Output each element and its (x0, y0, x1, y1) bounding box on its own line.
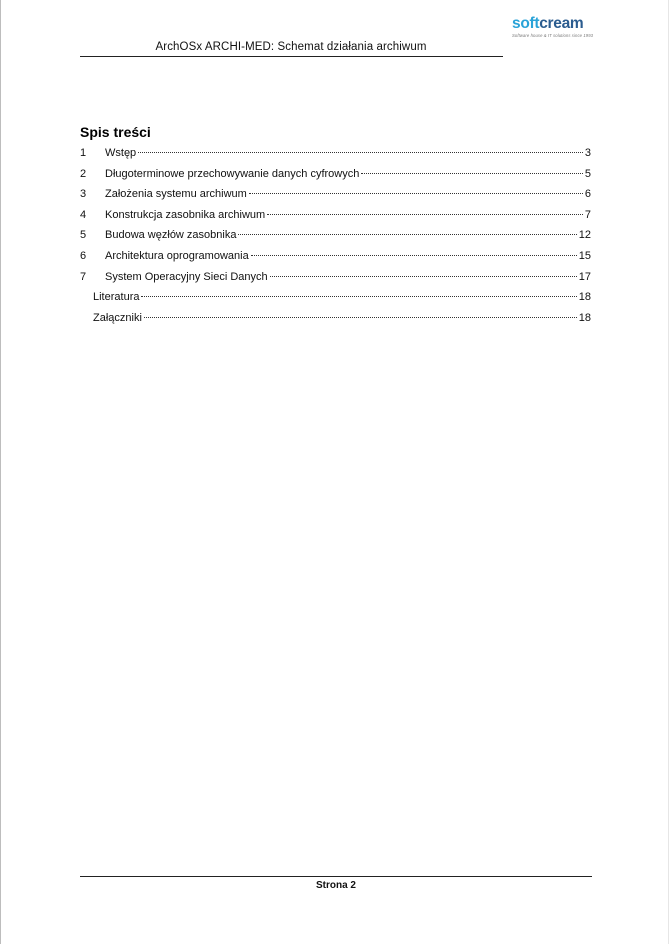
logo-wordmark (512, 16, 592, 32)
toc-entry-page[interactable]: 12 (578, 229, 591, 242)
toc-entry-zalaczniki[interactable] (80, 311, 591, 332)
header-title: ArchOSx ARCHI-MED: Schemat działania archiwum (155, 41, 427, 53)
toc-dot-leader (361, 173, 583, 174)
toc-entry-2[interactable] (80, 167, 591, 188)
toc-entry-page[interactable]: 3 (584, 147, 591, 159)
page-edge-left (0, 0, 1, 944)
toc-entry-label[interactable]: System Operacyjny Sieci Danych (105, 270, 268, 283)
header-rule (80, 56, 503, 57)
toc-entry-label[interactable]: Wstęp (105, 147, 137, 159)
toc-entry-number: 2 (80, 167, 87, 180)
toc-entry-label[interactable]: Założenia systemu archiwum (105, 188, 247, 201)
toc-dot-leader (138, 152, 583, 153)
toc-heading: Spis treści (80, 124, 151, 140)
toc-entry-4[interactable] (80, 208, 591, 229)
toc-entry-page[interactable]: 15 (578, 249, 591, 262)
toc-dot-leader (144, 317, 577, 318)
toc-entry-page[interactable]: 17 (578, 270, 591, 283)
toc-entry-7[interactable] (80, 270, 591, 291)
logo-soft-text: soft (512, 15, 540, 32)
toc-entry-page[interactable]: 7 (584, 208, 591, 221)
toc-entry-label[interactable]: Budowa węzłów zasobnika (105, 229, 237, 242)
toc-entry-number: 7 (80, 270, 87, 283)
toc-dot-leader (270, 276, 577, 277)
toc-entry-label[interactable]: Długoterminowe przechowywanie danych cyfrowych (105, 167, 360, 180)
toc-entry-page[interactable]: 18 (578, 311, 591, 324)
toc-entry-5[interactable] (80, 228, 591, 249)
softcream-logo (512, 16, 592, 38)
toc-entry-3[interactable] (80, 187, 591, 208)
toc-dot-leader (251, 255, 577, 256)
toc-entry-6[interactable] (80, 249, 591, 270)
toc-entry-label[interactable]: Literatura (93, 291, 140, 304)
toc-dot-leader (267, 214, 583, 215)
toc-entry-number: 4 (80, 208, 87, 221)
toc-entry-number: 5 (80, 229, 87, 242)
toc-dot-leader (141, 296, 576, 297)
toc-entry-number: 3 (80, 188, 87, 201)
toc-entry-label[interactable]: Konstrukcja zasobnika archiwum (105, 208, 266, 221)
logo-cream-text: cream (539, 15, 584, 32)
logo-tagline: Software house & IT solutions since 1993 (512, 33, 594, 38)
toc-dot-leader (238, 234, 576, 235)
toc-entry-page[interactable]: 6 (584, 188, 591, 201)
toc-entry-number: 6 (80, 249, 87, 262)
toc-entry-page[interactable]: 5 (584, 167, 591, 180)
toc-entry-label[interactable]: Załączniki (93, 311, 142, 324)
toc-entry-number: 1 (80, 147, 87, 159)
toc-entry-page[interactable]: 18 (578, 291, 591, 304)
toc-dot-leader (249, 193, 583, 194)
toc-entry-1[interactable] (80, 146, 591, 167)
toc-entry-label[interactable]: Architektura oprogramowania (105, 249, 249, 262)
toc-entry-literatura[interactable] (80, 290, 591, 311)
footer-rule (80, 876, 592, 877)
toc-list (80, 146, 591, 331)
footer-page-number: Strona 2 (315, 880, 356, 891)
